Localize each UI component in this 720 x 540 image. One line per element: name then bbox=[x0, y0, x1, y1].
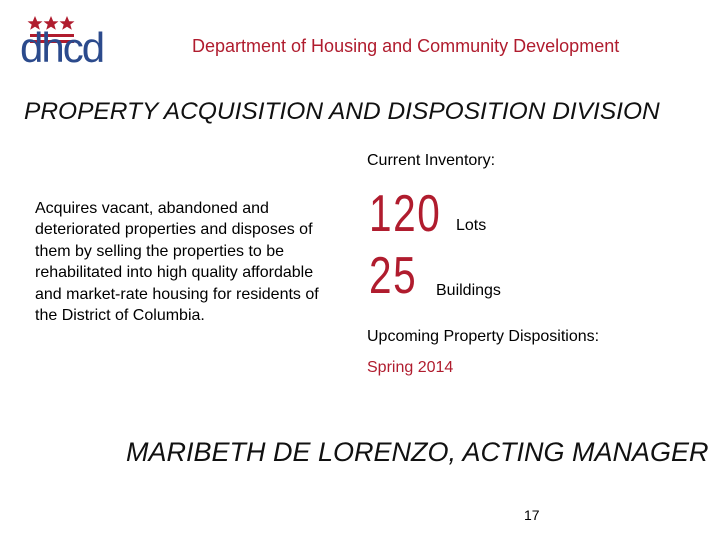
slide-title: PROPERTY ACQUISITION AND DISPOSITION DIVISION bbox=[24, 98, 660, 125]
buildings-unit: Buildings bbox=[436, 282, 501, 299]
division-description: Acquires vacant, abandoned and deteriorated properties and disposes of them by selling the properties to be rehabilitated into high quality affordable and market-rate housing for residents of the District of Columbia. bbox=[35, 200, 319, 325]
buildings-count: 25 bbox=[369, 247, 418, 305]
lots-unit: Lots bbox=[456, 217, 487, 234]
page-number: 17 bbox=[524, 507, 540, 523]
dhcd-logo bbox=[18, 14, 128, 68]
logo-text: dhcd bbox=[20, 24, 104, 68]
upcoming-value: Spring 2014 bbox=[367, 359, 454, 376]
inventory-label: Current Inventory: bbox=[367, 152, 496, 169]
lots-count: 120 bbox=[369, 185, 442, 243]
department-name: Department of Housing and Community Development bbox=[192, 36, 620, 56]
manager-name: MARIBETH DE LORENZO, ACTING MANAGER bbox=[126, 437, 709, 467]
upcoming-label: Upcoming Property Dispositions: bbox=[367, 328, 600, 345]
